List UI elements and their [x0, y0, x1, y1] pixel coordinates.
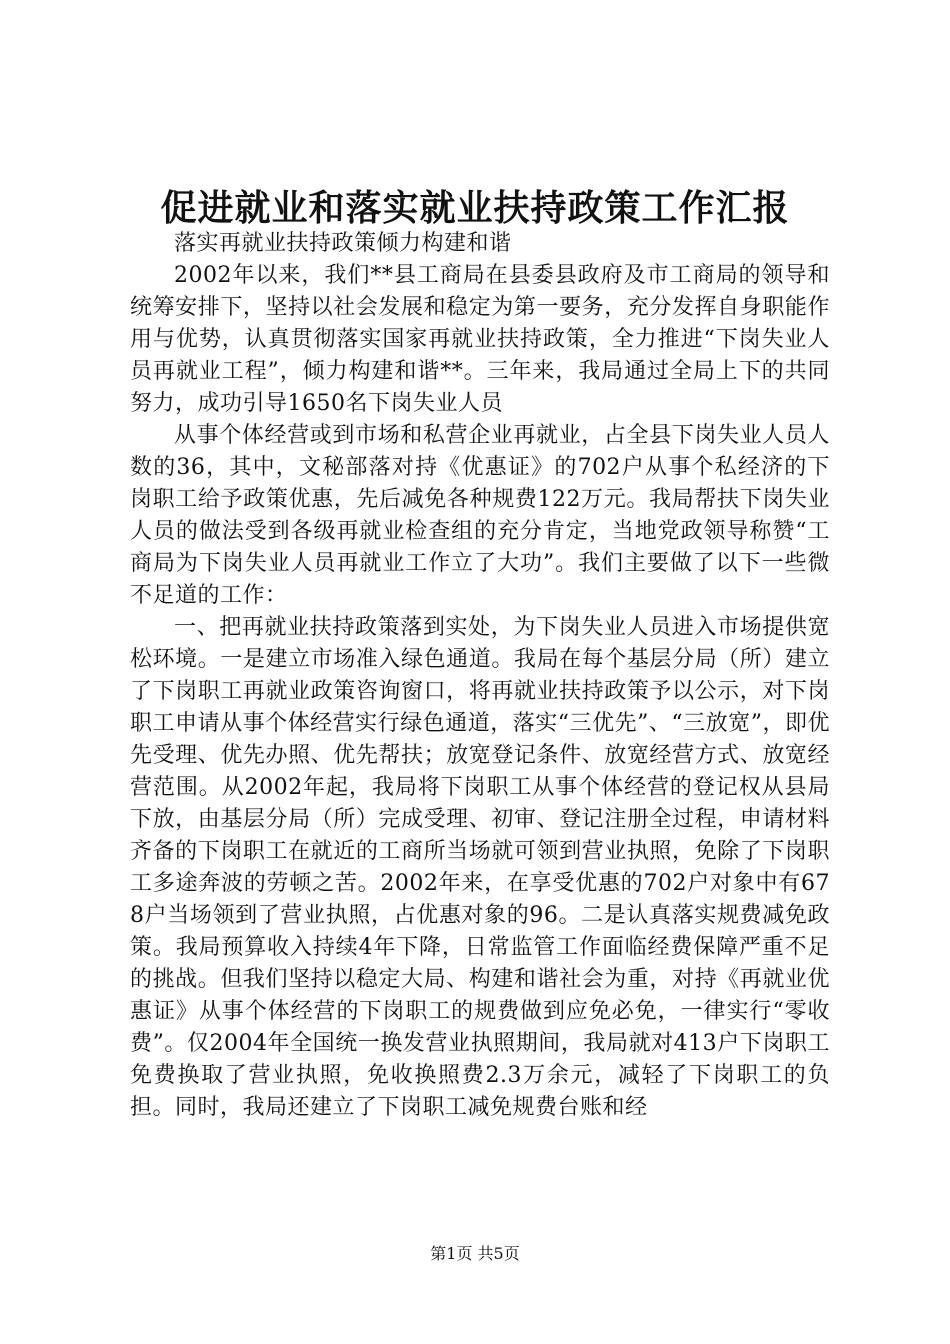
body-paragraph: 从事个体经营或到市场和私营企业再就业，占全县下岗失业人员人数的36，其中，文秘部落对持《优惠证》的702户从事个私经济的下岗职工给予政策优惠，先后减免各种规费122万元。我局帮扶下岗失业人员的做法受到各级再就业检查组的充分肯定，当地党政领导称赞“工商局为下岗失业人员再就业工作立了大功”。我们主要做了以下一些微不足道的工作： [130, 423, 830, 608]
page-number-footer: 第1页 共5页 [430, 1244, 520, 1263]
document-title: 促进就业和落实就业扶持政策工作汇报 [160, 187, 790, 229]
body-paragraph: 2002年以来，我们**县工商局在县委县政府及市工商局的领导和统筹安排下，坚持以社会发展和稳定为第一要务，充分发挥自身职能作用与优势，认真贯彻落实国家再就业扶持政策，全力推进“下岗失业人员再就业工程”，倾力构建和谐**。三年来，我局通过全局上下的共同努力，成功引导1650名下岗失业人员 [130, 263, 830, 416]
document-body [130, 228, 830, 1124]
body-paragraph: 一、把再就业扶持政策落到实处，为下岗失业人员进入市场提供宽松环境。一是建立市场准入绿色通道。我局在每个基层分局（所）建立了下岗职工再就业政策咨询窗口，将再就业扶持政策予以公示，对下岗职工申请从事个体经营实行绿色通道，落实“三优先”、“三放宽”，即优先受理、优先办照、优先帮扶；放宽登记条件、放宽经营方式、放宽经营范围。从2002年起，我局将下岗职工从事个体经营的登记权从县局下放，由基层分局（所）完成受理、初审、登记注册全过程，申请材料齐备的下岗职工在就近的工商所当场就可领到营业执照，免除了下岗职工多途奔波的劳顿之苦。2002年来，在享受优惠的702户对象中有678户当场领到了营业执照，占优惠对象的96。二是认真落实规费减免政策。我局预算收入持续4年下降，日常监管工作面临经费保障严重不足的挑战。但我们坚持以稳定大局、构建和谐社会为重，对持《再就业优惠证》从事个体经营的下岗职工的规费做到应免必免，一律实行“零收费”。仅2004年全国统一换发营业执照期间，我局就对413户下岗职工免费换取了营业执照，免收换照费2.3万余元，减轻了下岗职工的负担。同时，我局还建立了下岗职工减免规费台账和经 [130, 615, 830, 1120]
subtitle-paragraph: 落实再就业扶持政策倾力构建和谐 [174, 231, 512, 256]
